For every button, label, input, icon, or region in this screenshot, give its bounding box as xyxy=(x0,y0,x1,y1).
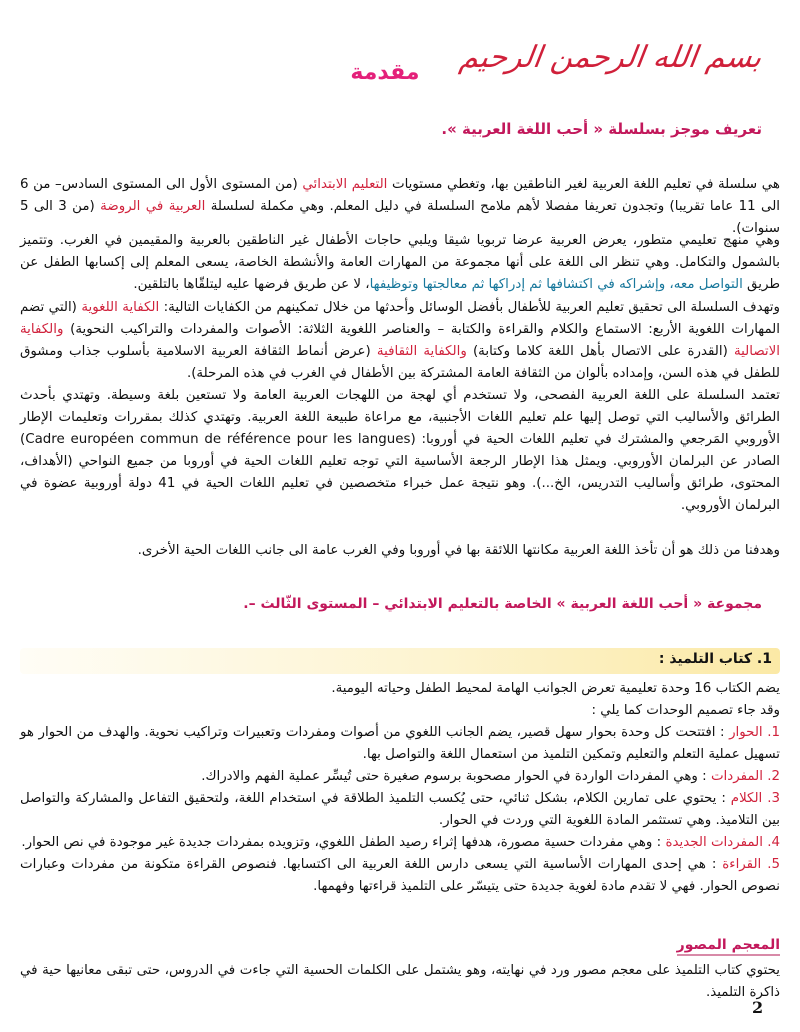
units-design-line: وقد جاء تصميم الوحدات كما يلي : xyxy=(591,703,780,718)
page-number: 2 xyxy=(752,998,764,1017)
item-text: : هي إحدى المهارات الأساسية التي يسعى دارس اللغة العربية الى اكتسابها. فنصوص القراءة متكونة من مفردات وعبارات نصوص الحوار. فهي لا تقدم مادة لغوية جديدة حتى يتيسّر على التلميذ قراءتها وفهمها. xyxy=(20,857,780,894)
paragraph-goal: وهدفنا من ذلك هو أن تأخذ اللغة العربية مكانتها اللائقة بها في أوروبا وفي الغرب عامة الى جانب اللغات الحية الأخرى. xyxy=(137,543,780,558)
paragraph-book-intro xyxy=(20,678,780,722)
highlight-communicative-competence: والكفاية الاتصالية xyxy=(20,322,781,359)
list-item-reading xyxy=(20,854,780,898)
section-heading-collection: مجموعة « أحب اللغة العربية » الخاصة بالتعليم الابتدائي – المستوى الثّالث –. xyxy=(243,596,762,612)
item-number: 2. xyxy=(767,769,780,784)
item-text: : يحتوي على تمارين الكلام، بشكل ثنائي، حتى يُكسب التلميذ الطلاقة في استخدام اللغة، ولتحقيق التفاعل والمشاركة والتواصل بين التلاميذ. وهي تستثمر المادة اللغوية التي وردت في الحوار. xyxy=(20,791,780,828)
text-run: وتهدف السلسلة الى تحقيق تعليم العربية للأطفال بأفضل الوسائل وأحدثها من خلال تمكينهم من الكفايات التالية: xyxy=(159,300,780,315)
highlight-cultural-competence: والكفاية الثقافية xyxy=(376,344,467,359)
list-item-dialogue xyxy=(20,722,780,766)
units-list xyxy=(20,722,780,898)
text-run: وهي منهج تعليمي متطور، يعرض العربية عرضا تربويا شيقا ويلبي حاجات الأطفال غير الناطقين بالعربية والمقيمين في الغرب. وتتميز بالشمول والتكامل. وهي تنظر الى اللغة على أنها مجموعة من المهارات العامة والأنشطة الخاصة، يسعى المعلم إلى إكسابها الطفل عن طريق xyxy=(20,233,780,292)
item-text: : وهي المفردات الواردة في الحوار مصحوبة برسوم صغيرة حتى تُيسِّر عملية الفهم والادراك. xyxy=(201,769,711,784)
basmala-calligraphy: بسم الله الرحمن الرحيم xyxy=(457,40,764,75)
paragraph-picture-dictionary: يحتوي كتاب التلميذ على معجم مصور ورد في نهايته، وهو يشتمل على الكلمات الحسية التي جاءت في الدروس، حتى تبقى معانيها حية في ذاكرة التلميذ. xyxy=(20,963,780,1000)
highlight-primary-education: التعليم الابتدائي xyxy=(302,177,388,192)
highlight-linguistic-competence: الكفاية اللغوية xyxy=(81,300,160,315)
item-text: : افتتحت كل وحدة بحوار سهل قصير، يضم الجانب اللغوي من أصوات ومفردات وتعبيرات وتراكيب نحوية. والهدف من الحوار هو تسهيل عملية التعلم والتعليم وتمكين التلميذ من استعمال اللغة والتواصل بها. xyxy=(20,725,780,762)
text-run: هي سلسلة في تعليم اللغة العربية لغير الناطقين بها، وتغطي مستويات xyxy=(387,177,780,192)
highlight-kindergarten-series: العربية في الروضة xyxy=(100,199,206,214)
text-run: (من المستوى الأول الى المستوى السادس– من 6 الى 11 عاما تقريبا) وتجدون تعريفا مفصلا لأهم ملامح السلسلة في دليل المعلم. وهي مكملة لسلسلة xyxy=(20,177,781,214)
list-item-vocabulary xyxy=(20,766,780,788)
item-text: : وهي مفردات حسية مصورة، هدفها إثراء رصيد الطفل اللغوي، وتزويده بمفردات جديدة غير موجودة في نص الحوار. xyxy=(21,835,666,850)
list-item-speaking xyxy=(20,788,780,832)
item-number: 1. xyxy=(767,725,780,740)
paragraph-competencies xyxy=(20,297,780,385)
item-number: 4. xyxy=(767,835,780,850)
student-book-band xyxy=(20,648,780,674)
item-label: المفردات الجديدة xyxy=(665,835,763,850)
list-item-new-vocabulary xyxy=(20,832,780,854)
item-label: الكلام xyxy=(730,791,763,806)
text-run: (عرض أنماط الثقافة العربية الاسلامية بأسلوب جذاب ومشوق للطفل في هذه السن، وإمداده بألوان من الثقافة العامة المشتركة بين الأطفال في الغرب في هذه المرحلة). xyxy=(20,344,780,381)
section-heading-series-definition: تعريف موجز بسلسلة « أحب اللغة العربية ». xyxy=(441,120,762,138)
item-number: 3. xyxy=(767,791,780,806)
student-book-heading: 1. كتاب التلميذ : xyxy=(658,651,772,667)
text-run: (القدرة على الاتصال بأهل اللغة كلاما وكتابة) xyxy=(466,344,734,359)
item-label: المفردات xyxy=(710,769,763,784)
item-label: القراءة xyxy=(722,857,762,872)
item-label: الحوار xyxy=(729,725,763,740)
text-run: (التي تضم المهارات اللغوية الأربع: الاستماع والكلام والقراءة والكتابة – والعناصر اللغوية الثلاثة: الأصوات والمفردات والتراكيب النحوية) xyxy=(20,300,780,337)
text-run: (من 3 الى 5 سنوات). xyxy=(20,199,780,236)
book-intro-line: يضم الكتاب 16 وحدة تعليمية تعرض الجوانب الهامة لمحيط الطفل وحياته اليومية. xyxy=(331,681,780,696)
paragraph-methodology: تعتمد السلسلة على اللغة العربية الفصحى، ولا تستخدم أي لهجة من اللهجات العربية العامة ولا تستعين بلغة وسيطة. وتهتدي بأحدث الطرائق والأساليب التي توصل إليها علم تعليم اللغات الأجنبية، مع مراعاة طبيعة اللغة العربية. وتهتدي كذلك بمقررات وتعليمات الإطار الأوروبي المَرجعي والمشترك في تعليم اللغات الحية في أوروبا: (Cadre européen commun de référence pour les langues) الصادر عن البرلمان الأوروبي. ويمثل هذا الإطار الرجعة الأساسية التي توجه تعليم اللغات الحية في أوروبا من جميع النواحي (الأهداف، المحتوى، طرائق وأساليب التدريس، الخ...). وهو نتيجة عمل خبراء متخصصين في تعليم اللغات الحية في 41 دولة أوروبية عضوة في البرلمان الأوروبي. xyxy=(20,388,781,513)
text-run: ، لا عن طريق فرضها عليه ليتلقّاها بالتلقين. xyxy=(133,277,370,292)
picture-dictionary-heading: المعجم المصور xyxy=(677,937,780,956)
page-title: مقدمة xyxy=(350,60,420,85)
item-number: 5. xyxy=(767,857,780,872)
paragraph-curriculum xyxy=(20,230,780,296)
highlight-communication-method: التواصل معه، وإشراكه في اكتشافها ثم إدراكها ثم معالجتها وتوظيفها xyxy=(369,277,743,292)
